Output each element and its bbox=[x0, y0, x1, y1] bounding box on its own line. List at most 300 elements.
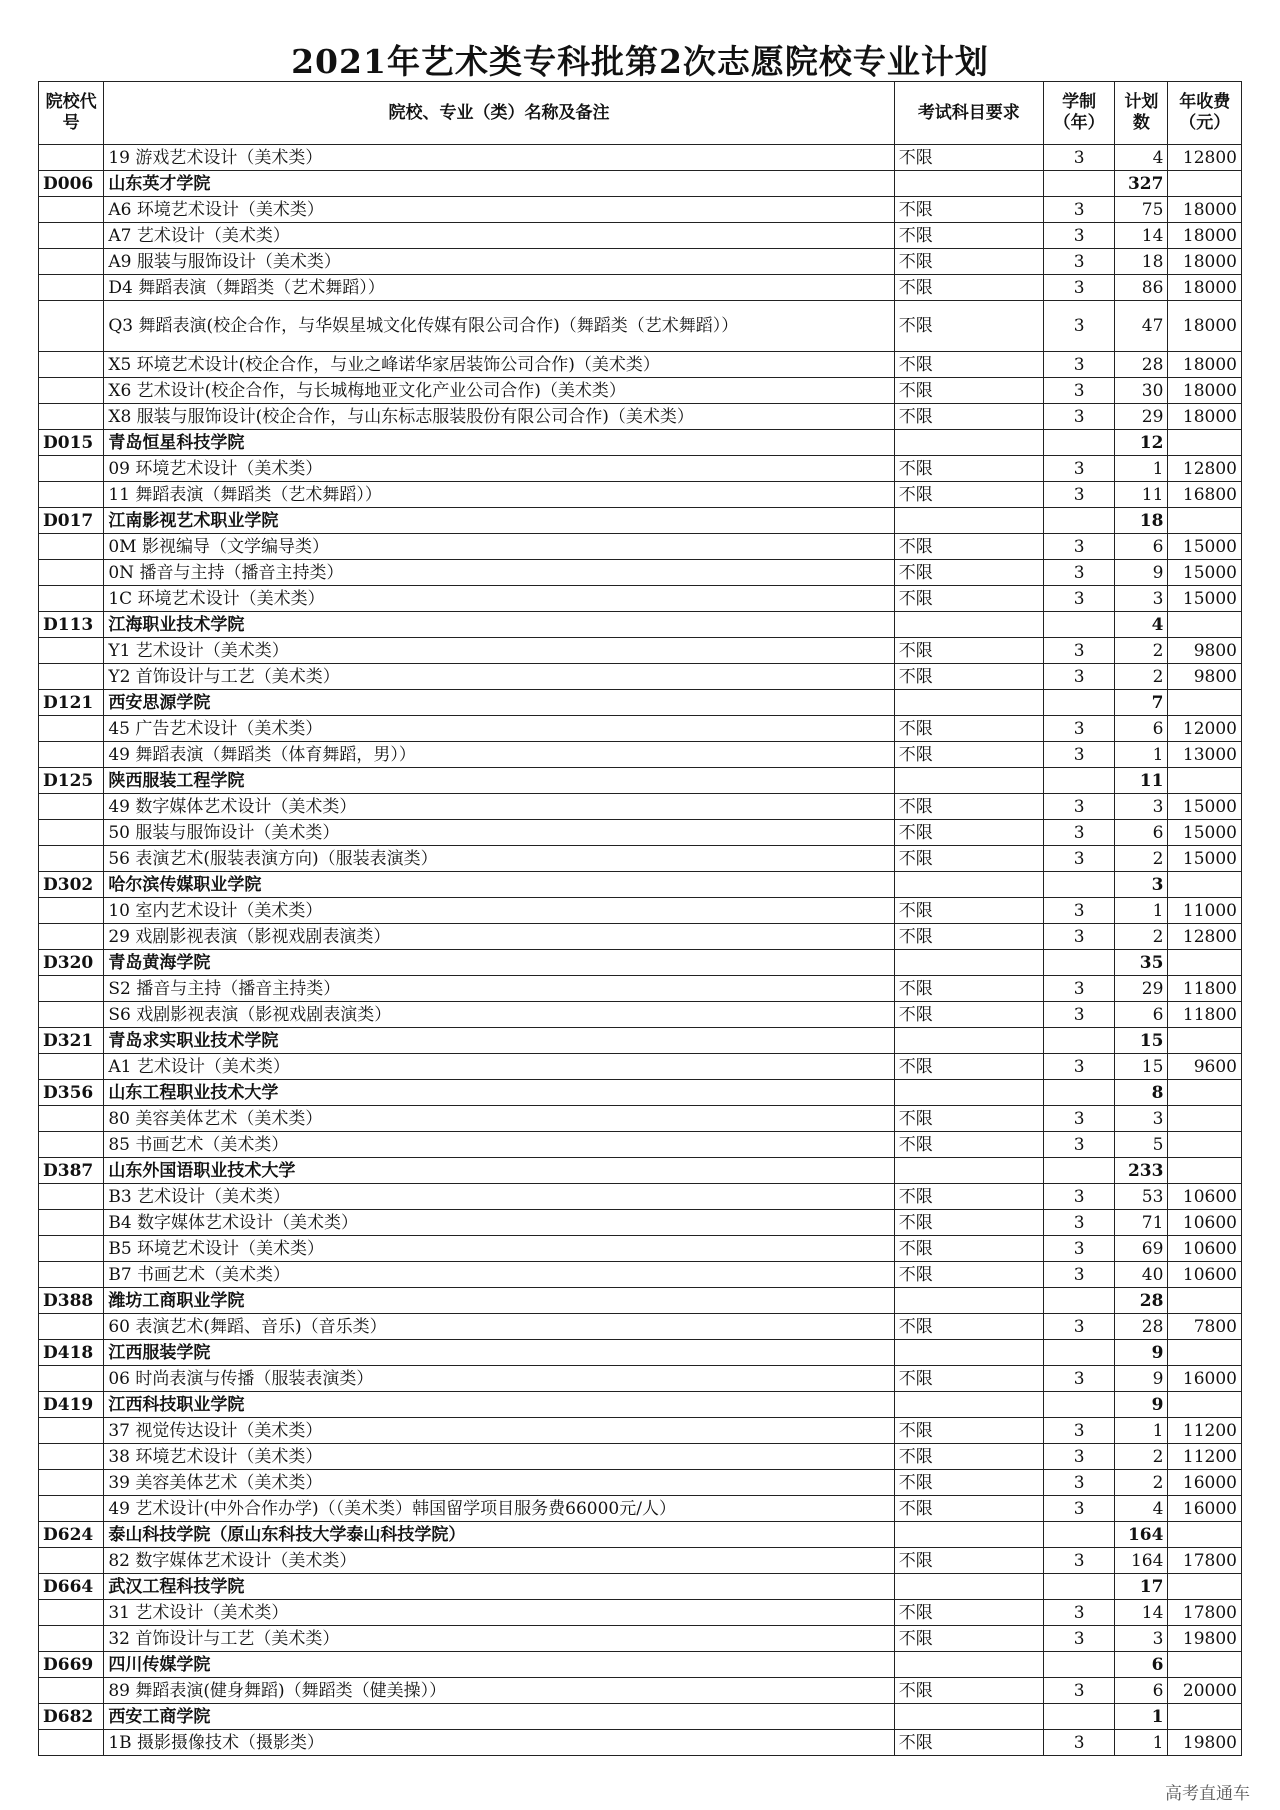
cell-school-code bbox=[39, 1366, 104, 1392]
cell-school-code: D321 bbox=[39, 1028, 104, 1054]
major-row bbox=[39, 1600, 1242, 1626]
cell-years: 3 bbox=[1043, 1418, 1114, 1444]
cell-plan: 3 bbox=[1115, 1626, 1168, 1652]
cell-plan: 11 bbox=[1115, 482, 1168, 508]
cell-name: 山东工程职业技术大学 bbox=[104, 1080, 894, 1106]
cell-school-code bbox=[39, 638, 104, 664]
cell-fee bbox=[1168, 612, 1242, 638]
cell-years bbox=[1043, 1652, 1114, 1678]
cell-fee: 12800 bbox=[1168, 145, 1242, 171]
cell-years: 3 bbox=[1043, 664, 1114, 690]
major-row bbox=[39, 1210, 1242, 1236]
major-row bbox=[39, 638, 1242, 664]
cell-fee bbox=[1168, 1392, 1242, 1418]
cell-name: 49 舞蹈表演（舞蹈类（体育舞蹈，男）） bbox=[104, 742, 894, 768]
cell-fee: 12800 bbox=[1168, 456, 1242, 482]
cell-subject: 不限 bbox=[894, 378, 1043, 404]
cell-subject bbox=[894, 1392, 1043, 1418]
cell-years: 3 bbox=[1043, 586, 1114, 612]
cell-name: Y1 艺术设计（美术类） bbox=[104, 638, 894, 664]
cell-fee: 11800 bbox=[1168, 976, 1242, 1002]
cell-subject: 不限 bbox=[894, 924, 1043, 950]
cell-name: 38 环境艺术设计（美术类） bbox=[104, 1444, 894, 1470]
cell-years bbox=[1043, 768, 1114, 794]
cell-years: 3 bbox=[1043, 378, 1114, 404]
cell-subject bbox=[894, 171, 1043, 197]
cell-years: 3 bbox=[1043, 1002, 1114, 1028]
cell-name: D4 舞蹈表演（舞蹈类（艺术舞蹈）） bbox=[104, 275, 894, 301]
major-row bbox=[39, 1626, 1242, 1652]
cell-school-code bbox=[39, 1002, 104, 1028]
cell-years: 3 bbox=[1043, 482, 1114, 508]
cell-school-code bbox=[39, 976, 104, 1002]
cell-plan: 2 bbox=[1115, 638, 1168, 664]
cell-subject: 不限 bbox=[894, 1184, 1043, 1210]
cell-school-code: D113 bbox=[39, 612, 104, 638]
cell-subject: 不限 bbox=[894, 1366, 1043, 1392]
cell-school-code: D320 bbox=[39, 950, 104, 976]
cell-school-code bbox=[39, 197, 104, 223]
cell-subject bbox=[894, 950, 1043, 976]
cell-fee bbox=[1168, 1080, 1242, 1106]
cell-subject: 不限 bbox=[894, 638, 1043, 664]
cell-plan: 6 bbox=[1115, 716, 1168, 742]
cell-years: 3 bbox=[1043, 560, 1114, 586]
cell-subject: 不限 bbox=[894, 1600, 1043, 1626]
cell-years bbox=[1043, 430, 1114, 456]
cell-school-code: D017 bbox=[39, 508, 104, 534]
school-row bbox=[39, 1652, 1242, 1678]
cell-plan: 47 bbox=[1115, 301, 1168, 352]
cell-subject: 不限 bbox=[894, 1678, 1043, 1704]
school-row bbox=[39, 1158, 1242, 1184]
cell-years: 3 bbox=[1043, 456, 1114, 482]
cell-fee bbox=[1168, 508, 1242, 534]
cell-years: 3 bbox=[1043, 197, 1114, 223]
cell-plan: 28 bbox=[1115, 1288, 1168, 1314]
cell-school-code bbox=[39, 1236, 104, 1262]
cell-fee bbox=[1168, 1522, 1242, 1548]
cell-plan: 6 bbox=[1115, 1678, 1168, 1704]
cell-years: 3 bbox=[1043, 820, 1114, 846]
major-row bbox=[39, 846, 1242, 872]
cell-subject: 不限 bbox=[894, 352, 1043, 378]
cell-plan: 15 bbox=[1115, 1054, 1168, 1080]
cell-subject: 不限 bbox=[894, 404, 1043, 430]
cell-name: B4 数字媒体艺术设计（美术类） bbox=[104, 1210, 894, 1236]
cell-fee: 15000 bbox=[1168, 820, 1242, 846]
cell-plan: 12 bbox=[1115, 430, 1168, 456]
cell-name: 0N 播音与主持（播音主持类） bbox=[104, 560, 894, 586]
cell-years: 3 bbox=[1043, 1184, 1114, 1210]
cell-name: 西安工商学院 bbox=[104, 1704, 894, 1730]
cell-school-code bbox=[39, 223, 104, 249]
cell-school-code bbox=[39, 301, 104, 352]
cell-fee: 12000 bbox=[1168, 716, 1242, 742]
cell-plan: 327 bbox=[1115, 171, 1168, 197]
cell-fee: 12800 bbox=[1168, 924, 1242, 950]
school-row bbox=[39, 1392, 1242, 1418]
cell-subject: 不限 bbox=[894, 197, 1043, 223]
cell-subject: 不限 bbox=[894, 586, 1043, 612]
cell-fee: 20000 bbox=[1168, 1678, 1242, 1704]
cell-fee: 15000 bbox=[1168, 560, 1242, 586]
cell-school-code: D356 bbox=[39, 1080, 104, 1106]
cell-name: B3 艺术设计（美术类） bbox=[104, 1184, 894, 1210]
cell-fee: 18000 bbox=[1168, 404, 1242, 430]
cell-subject bbox=[894, 768, 1043, 794]
cell-fee bbox=[1168, 950, 1242, 976]
cell-fee: 11200 bbox=[1168, 1418, 1242, 1444]
cell-name: 11 舞蹈表演（舞蹈类（艺术舞蹈）） bbox=[104, 482, 894, 508]
major-row bbox=[39, 1054, 1242, 1080]
cell-years bbox=[1043, 1392, 1114, 1418]
cell-school-code bbox=[39, 586, 104, 612]
cell-subject bbox=[894, 1158, 1043, 1184]
school-row bbox=[39, 1340, 1242, 1366]
cell-subject: 不限 bbox=[894, 976, 1043, 1002]
cell-fee: 18000 bbox=[1168, 275, 1242, 301]
cell-years: 3 bbox=[1043, 794, 1114, 820]
cell-years: 3 bbox=[1043, 1106, 1114, 1132]
cell-name: X8 服装与服饰设计(校企合作，与山东标志服装股份有限公司合作)（美术类） bbox=[104, 404, 894, 430]
cell-name: 青岛恒星科技学院 bbox=[104, 430, 894, 456]
cell-plan: 1 bbox=[1115, 1704, 1168, 1730]
cell-school-code bbox=[39, 1314, 104, 1340]
cell-name: 江西科技职业学院 bbox=[104, 1392, 894, 1418]
cell-fee bbox=[1168, 430, 1242, 456]
cell-name: 82 数字媒体艺术设计（美术类） bbox=[104, 1548, 894, 1574]
cell-plan: 14 bbox=[1115, 1600, 1168, 1626]
major-row bbox=[39, 664, 1242, 690]
cell-plan: 18 bbox=[1115, 249, 1168, 275]
cell-plan: 1 bbox=[1115, 742, 1168, 768]
cell-subject bbox=[894, 430, 1043, 456]
cell-name: 江西服装学院 bbox=[104, 1340, 894, 1366]
cell-subject: 不限 bbox=[894, 1496, 1043, 1522]
cell-plan: 28 bbox=[1115, 352, 1168, 378]
school-row bbox=[39, 508, 1242, 534]
cell-fee: 15000 bbox=[1168, 586, 1242, 612]
cell-subject: 不限 bbox=[894, 1444, 1043, 1470]
table-body bbox=[39, 145, 1242, 1756]
cell-plan: 5 bbox=[1115, 1132, 1168, 1158]
cell-school-code: D006 bbox=[39, 171, 104, 197]
cell-plan: 35 bbox=[1115, 950, 1168, 976]
cell-subject bbox=[894, 1652, 1043, 1678]
cell-years bbox=[1043, 1028, 1114, 1054]
cell-years bbox=[1043, 1288, 1114, 1314]
cell-plan: 4 bbox=[1115, 145, 1168, 171]
cell-subject: 不限 bbox=[894, 560, 1043, 586]
major-row bbox=[39, 794, 1242, 820]
cell-name: X6 艺术设计(校企合作，与长城梅地亚文化产业公司合作)（美术类） bbox=[104, 378, 894, 404]
cell-subject: 不限 bbox=[894, 1730, 1043, 1756]
major-row bbox=[39, 716, 1242, 742]
cell-fee: 10600 bbox=[1168, 1236, 1242, 1262]
school-row bbox=[39, 1028, 1242, 1054]
cell-years: 3 bbox=[1043, 534, 1114, 560]
cell-years: 3 bbox=[1043, 1730, 1114, 1756]
major-row bbox=[39, 482, 1242, 508]
cell-years: 3 bbox=[1043, 249, 1114, 275]
cell-school-code bbox=[39, 1470, 104, 1496]
cell-name: A7 艺术设计（美术类） bbox=[104, 223, 894, 249]
school-row bbox=[39, 1574, 1242, 1600]
cell-subject: 不限 bbox=[894, 1106, 1043, 1132]
cell-fee: 10600 bbox=[1168, 1262, 1242, 1288]
cell-subject bbox=[894, 1288, 1043, 1314]
major-row bbox=[39, 301, 1242, 352]
cell-years bbox=[1043, 1574, 1114, 1600]
cell-subject bbox=[894, 1340, 1043, 1366]
cell-years: 3 bbox=[1043, 1132, 1114, 1158]
cell-name: 39 美容美体艺术（美术类） bbox=[104, 1470, 894, 1496]
cell-fee bbox=[1168, 1704, 1242, 1730]
cell-fee: 10600 bbox=[1168, 1210, 1242, 1236]
cell-fee: 17800 bbox=[1168, 1600, 1242, 1626]
cell-name: B7 书画艺术（美术类） bbox=[104, 1262, 894, 1288]
cell-plan: 1 bbox=[1115, 456, 1168, 482]
cell-name: 江海职业技术学院 bbox=[104, 612, 894, 638]
cell-subject bbox=[894, 1574, 1043, 1600]
cell-subject: 不限 bbox=[894, 1210, 1043, 1236]
cell-plan: 29 bbox=[1115, 976, 1168, 1002]
cell-subject: 不限 bbox=[894, 742, 1043, 768]
major-row bbox=[39, 1184, 1242, 1210]
cell-name: 武汉工程科技学院 bbox=[104, 1574, 894, 1600]
cell-years: 3 bbox=[1043, 1470, 1114, 1496]
cell-name: 陕西服装工程学院 bbox=[104, 768, 894, 794]
cell-fee: 10600 bbox=[1168, 1184, 1242, 1210]
header-name: 院校、专业（类）名称及备注 bbox=[104, 82, 894, 145]
cell-plan: 3 bbox=[1115, 1106, 1168, 1132]
plan-table bbox=[38, 81, 1242, 1756]
cell-plan: 7 bbox=[1115, 690, 1168, 716]
cell-school-code: D388 bbox=[39, 1288, 104, 1314]
major-row bbox=[39, 352, 1242, 378]
header-plan: 计划数 bbox=[1115, 82, 1168, 145]
cell-plan: 2 bbox=[1115, 664, 1168, 690]
cell-plan: 3 bbox=[1115, 586, 1168, 612]
school-row bbox=[39, 1704, 1242, 1730]
cell-school-code bbox=[39, 1132, 104, 1158]
cell-plan: 29 bbox=[1115, 404, 1168, 430]
major-row bbox=[39, 976, 1242, 1002]
cell-subject: 不限 bbox=[894, 145, 1043, 171]
cell-plan: 28 bbox=[1115, 1314, 1168, 1340]
major-row bbox=[39, 1106, 1242, 1132]
cell-fee: 16000 bbox=[1168, 1470, 1242, 1496]
cell-plan: 15 bbox=[1115, 1028, 1168, 1054]
cell-plan: 11 bbox=[1115, 768, 1168, 794]
cell-name: 31 艺术设计（美术类） bbox=[104, 1600, 894, 1626]
cell-plan: 233 bbox=[1115, 1158, 1168, 1184]
major-row bbox=[39, 924, 1242, 950]
cell-years: 3 bbox=[1043, 1626, 1114, 1652]
cell-subject: 不限 bbox=[894, 898, 1043, 924]
major-row bbox=[39, 275, 1242, 301]
cell-subject: 不限 bbox=[894, 456, 1043, 482]
cell-fee: 16800 bbox=[1168, 482, 1242, 508]
major-row bbox=[39, 1730, 1242, 1756]
school-row bbox=[39, 612, 1242, 638]
cell-name: S2 播音与主持（播音主持类） bbox=[104, 976, 894, 1002]
school-row bbox=[39, 950, 1242, 976]
cell-years bbox=[1043, 1704, 1114, 1730]
cell-name: 西安思源学院 bbox=[104, 690, 894, 716]
cell-years: 3 bbox=[1043, 404, 1114, 430]
cell-name: A6 环境艺术设计（美术类） bbox=[104, 197, 894, 223]
cell-name: 45 广告艺术设计（美术类） bbox=[104, 716, 894, 742]
cell-fee: 18000 bbox=[1168, 249, 1242, 275]
cell-school-code bbox=[39, 1262, 104, 1288]
cell-school-code bbox=[39, 534, 104, 560]
cell-name: 10 室内艺术设计（美术类） bbox=[104, 898, 894, 924]
cell-plan: 2 bbox=[1115, 1444, 1168, 1470]
cell-subject: 不限 bbox=[894, 1132, 1043, 1158]
cell-years: 3 bbox=[1043, 638, 1114, 664]
cell-name: 80 美容美体艺术（美术类） bbox=[104, 1106, 894, 1132]
cell-name: 60 表演艺术(舞蹈、音乐)（音乐类） bbox=[104, 1314, 894, 1340]
cell-years bbox=[1043, 872, 1114, 898]
major-row bbox=[39, 223, 1242, 249]
cell-school-code bbox=[39, 560, 104, 586]
cell-school-code: D125 bbox=[39, 768, 104, 794]
cell-years bbox=[1043, 1340, 1114, 1366]
cell-school-code bbox=[39, 1678, 104, 1704]
cell-school-code: D664 bbox=[39, 1574, 104, 1600]
major-row bbox=[39, 560, 1242, 586]
cell-school-code bbox=[39, 378, 104, 404]
cell-plan: 17 bbox=[1115, 1574, 1168, 1600]
cell-plan: 2 bbox=[1115, 846, 1168, 872]
major-row bbox=[39, 197, 1242, 223]
cell-school-code bbox=[39, 716, 104, 742]
school-row bbox=[39, 1522, 1242, 1548]
major-row bbox=[39, 1418, 1242, 1444]
cell-years: 3 bbox=[1043, 1366, 1114, 1392]
cell-name: X5 环境艺术设计(校企合作，与业之峰诺华家居装饰公司合作)（美术类） bbox=[104, 352, 894, 378]
cell-subject: 不限 bbox=[894, 1054, 1043, 1080]
cell-school-code bbox=[39, 1106, 104, 1132]
cell-fee: 11800 bbox=[1168, 1002, 1242, 1028]
cell-name: 1B 摄影摄像技术（摄影类） bbox=[104, 1730, 894, 1756]
cell-years: 3 bbox=[1043, 1548, 1114, 1574]
cell-plan: 164 bbox=[1115, 1548, 1168, 1574]
cell-plan: 1 bbox=[1115, 898, 1168, 924]
school-row bbox=[39, 1080, 1242, 1106]
cell-years: 3 bbox=[1043, 1600, 1114, 1626]
cell-plan: 53 bbox=[1115, 1184, 1168, 1210]
cell-name: 19 游戏艺术设计（美术类） bbox=[104, 145, 894, 171]
cell-school-code bbox=[39, 1496, 104, 1522]
cell-plan: 8 bbox=[1115, 1080, 1168, 1106]
page-title: 2021年艺术类专科批第2次志愿院校专业计划 bbox=[291, 42, 989, 81]
major-row bbox=[39, 1366, 1242, 1392]
cell-name: 青岛黄海学院 bbox=[104, 950, 894, 976]
cell-school-code: D302 bbox=[39, 872, 104, 898]
major-row bbox=[39, 586, 1242, 612]
cell-plan: 2 bbox=[1115, 1470, 1168, 1496]
cell-subject: 不限 bbox=[894, 846, 1043, 872]
major-row bbox=[39, 1132, 1242, 1158]
cell-school-code bbox=[39, 249, 104, 275]
cell-school-code bbox=[39, 456, 104, 482]
header-school-code: 院校代号 bbox=[39, 82, 104, 145]
cell-years bbox=[1043, 612, 1114, 638]
major-row bbox=[39, 1678, 1242, 1704]
cell-fee: 9800 bbox=[1168, 638, 1242, 664]
cell-years: 3 bbox=[1043, 1314, 1114, 1340]
cell-fee: 15000 bbox=[1168, 534, 1242, 560]
header-subject: 考试科目要求 bbox=[894, 82, 1043, 145]
cell-school-code bbox=[39, 1548, 104, 1574]
cell-name: Q3 舞蹈表演(校企合作，与华娱星城文化传媒有限公司合作)（舞蹈类（艺术舞蹈）） bbox=[104, 301, 894, 352]
cell-years: 3 bbox=[1043, 1678, 1114, 1704]
cell-name: 山东外国语职业技术大学 bbox=[104, 1158, 894, 1184]
cell-fee: 9600 bbox=[1168, 1054, 1242, 1080]
header-years: 学制（年） bbox=[1043, 82, 1114, 145]
cell-years: 3 bbox=[1043, 275, 1114, 301]
cell-fee bbox=[1168, 768, 1242, 794]
major-row bbox=[39, 534, 1242, 560]
cell-subject: 不限 bbox=[894, 1418, 1043, 1444]
cell-school-code bbox=[39, 1184, 104, 1210]
cell-plan: 4 bbox=[1115, 612, 1168, 638]
cell-subject: 不限 bbox=[894, 794, 1043, 820]
cell-years: 3 bbox=[1043, 924, 1114, 950]
cell-years: 3 bbox=[1043, 1236, 1114, 1262]
cell-years: 3 bbox=[1043, 1210, 1114, 1236]
cell-subject: 不限 bbox=[894, 301, 1043, 352]
cell-plan: 75 bbox=[1115, 197, 1168, 223]
cell-plan: 6 bbox=[1115, 820, 1168, 846]
cell-name: 56 表演艺术(服装表演方向)（服装表演类） bbox=[104, 846, 894, 872]
cell-school-code bbox=[39, 794, 104, 820]
major-row bbox=[39, 249, 1242, 275]
cell-fee bbox=[1168, 1574, 1242, 1600]
cell-school-code bbox=[39, 1444, 104, 1470]
cell-school-code bbox=[39, 742, 104, 768]
cell-name: 江南影视艺术职业学院 bbox=[104, 508, 894, 534]
cell-name: Y2 首饰设计与工艺（美术类） bbox=[104, 664, 894, 690]
cell-fee bbox=[1168, 171, 1242, 197]
cell-fee: 9800 bbox=[1168, 664, 1242, 690]
cell-fee: 13000 bbox=[1168, 742, 1242, 768]
cell-school-code bbox=[39, 1418, 104, 1444]
cell-years: 3 bbox=[1043, 742, 1114, 768]
cell-fee: 15000 bbox=[1168, 794, 1242, 820]
major-row bbox=[39, 1444, 1242, 1470]
cell-school-code bbox=[39, 846, 104, 872]
watermark: 高考直通车 bbox=[1165, 1784, 1250, 1804]
cell-fee bbox=[1168, 1106, 1242, 1132]
cell-years: 3 bbox=[1043, 352, 1114, 378]
cell-fee bbox=[1168, 1652, 1242, 1678]
cell-plan: 6 bbox=[1115, 534, 1168, 560]
cell-years: 3 bbox=[1043, 1262, 1114, 1288]
cell-fee: 18000 bbox=[1168, 301, 1242, 352]
cell-name: A9 服装与服饰设计（美术类） bbox=[104, 249, 894, 275]
major-row bbox=[39, 1236, 1242, 1262]
major-row bbox=[39, 1496, 1242, 1522]
cell-plan: 1 bbox=[1115, 1418, 1168, 1444]
major-row bbox=[39, 1548, 1242, 1574]
cell-years bbox=[1043, 690, 1114, 716]
cell-school-code: D624 bbox=[39, 1522, 104, 1548]
cell-subject bbox=[894, 1704, 1043, 1730]
